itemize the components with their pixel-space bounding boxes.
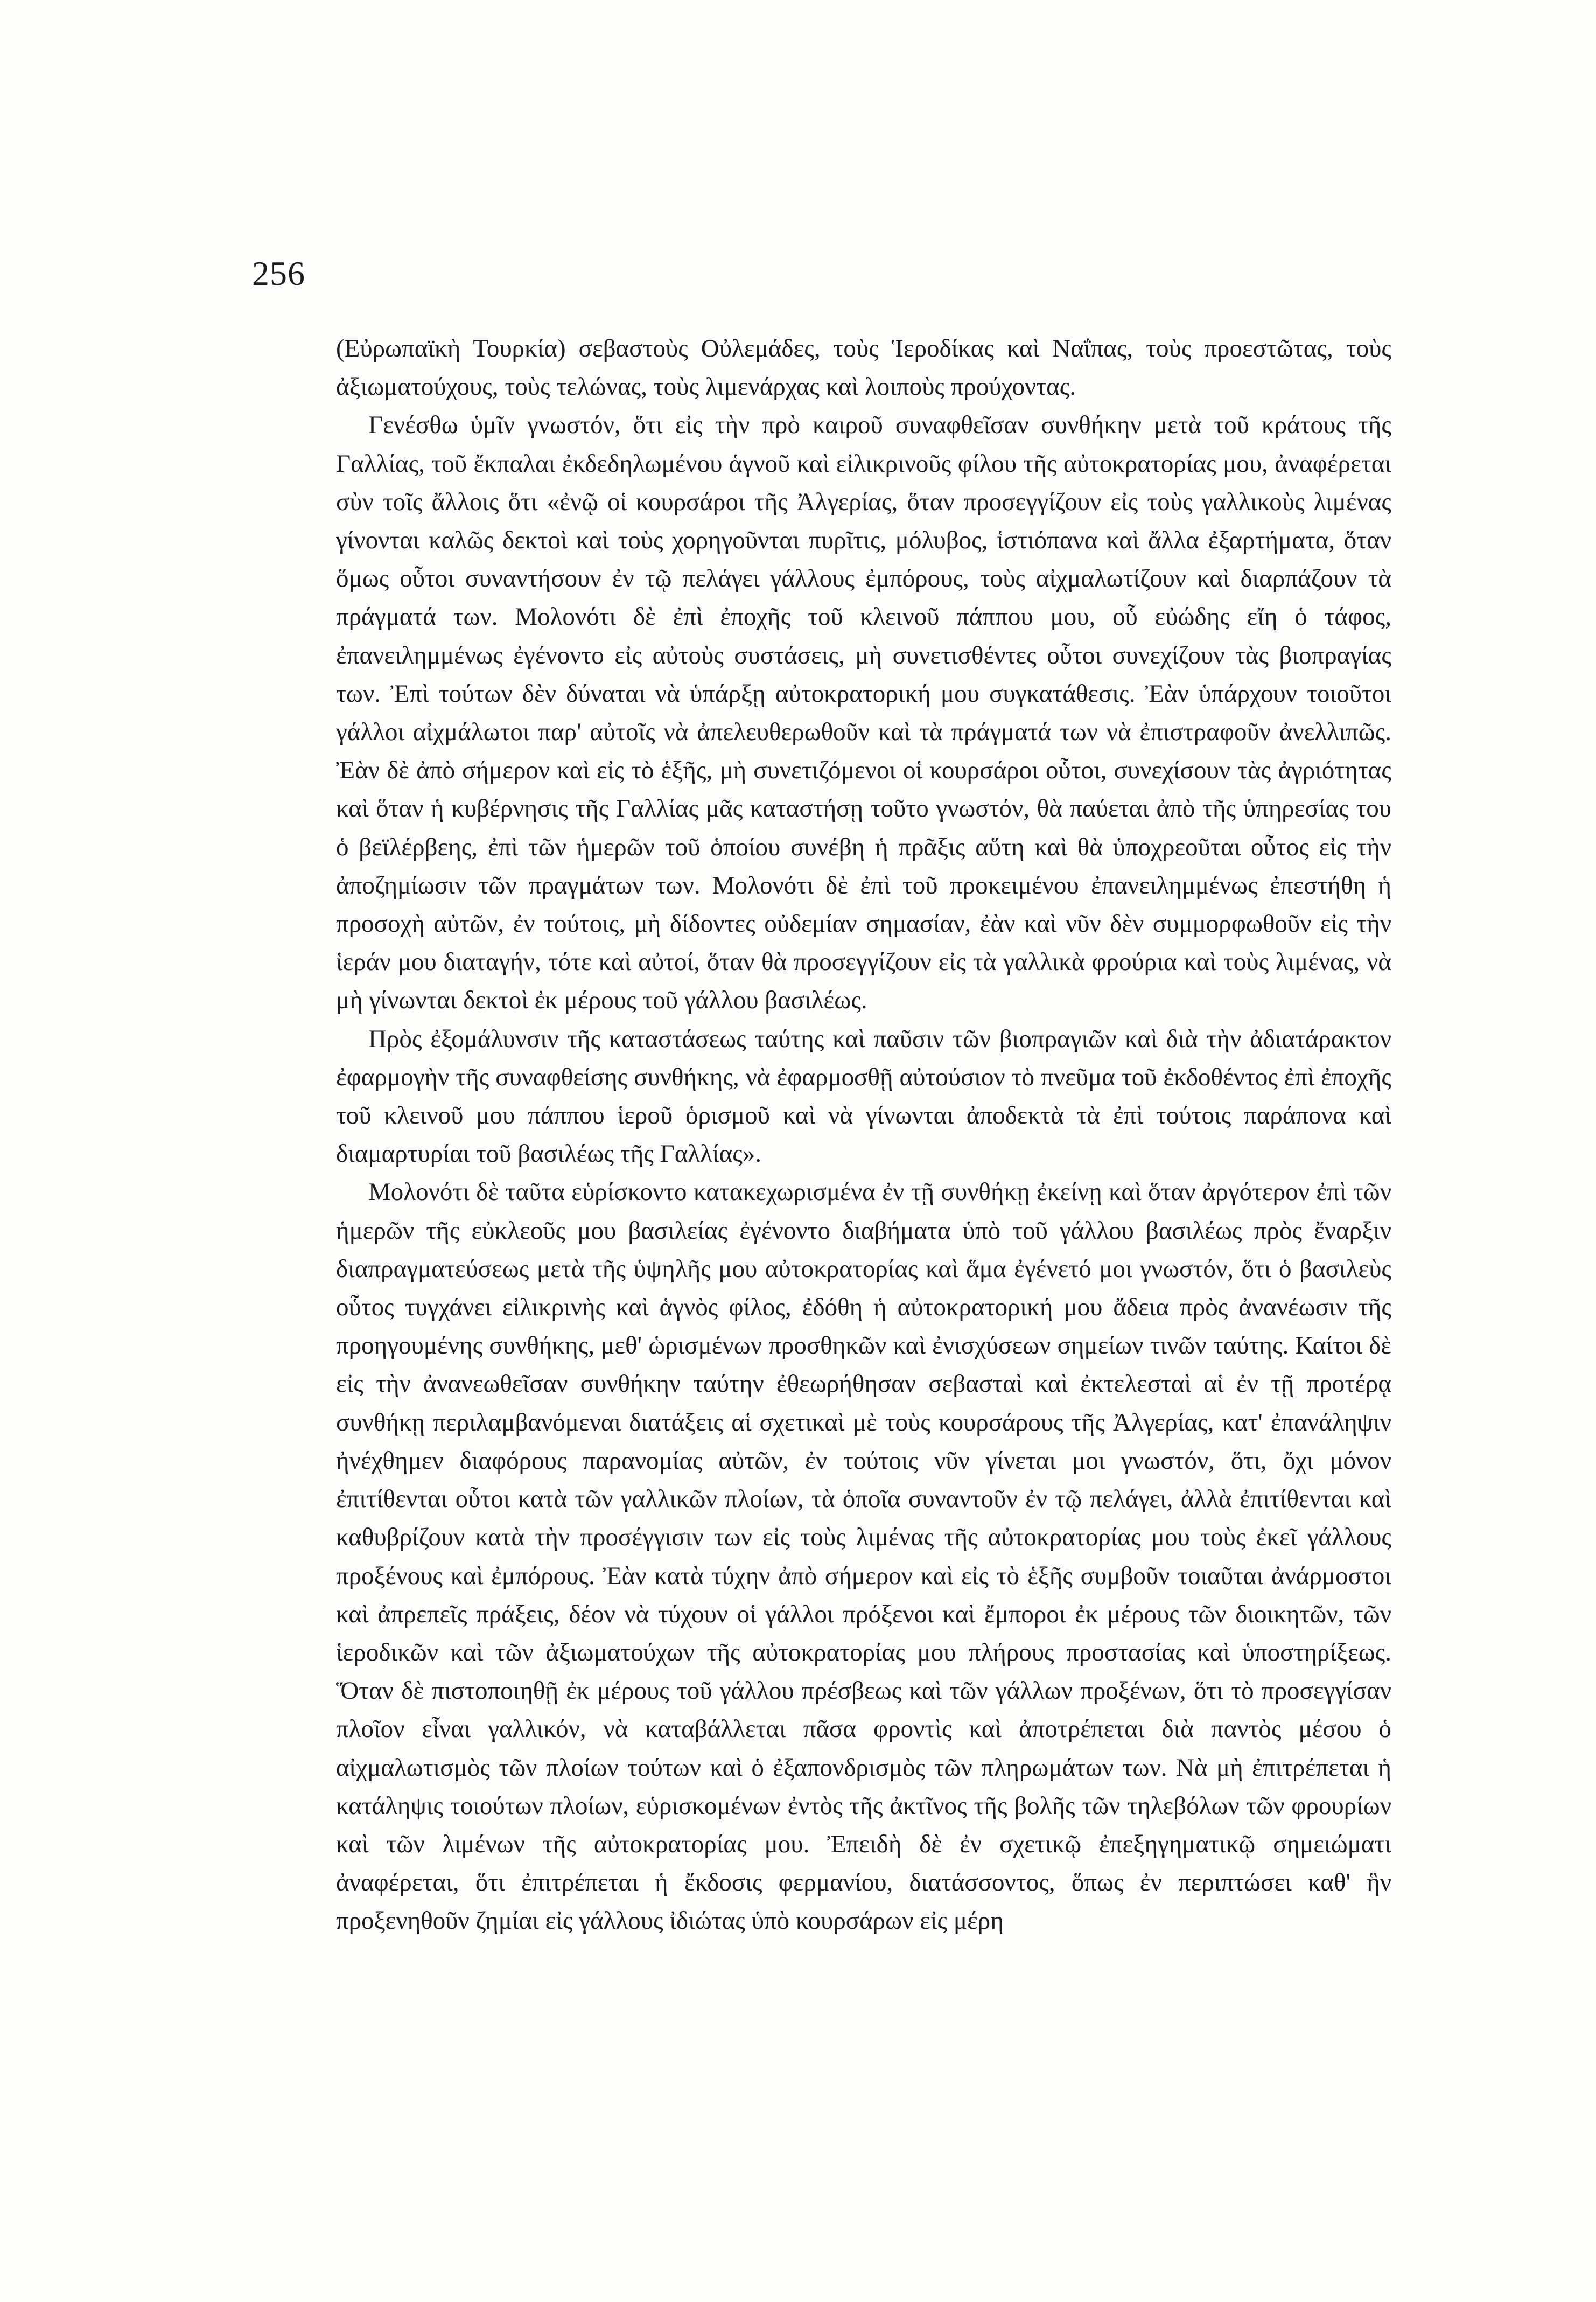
paragraph: Γενέσθω ὑμῖν γνωστόν, ὅτι εἰς τὴν πρὸ καιροῦ συναφθεῖσαν συνθήκην μετὰ τοῦ κράτους τῆς Γαλλίας, τοῦ ἔκπαλαι ἐκδεδηλωμένου ἁγνοῦ καὶ εἰλικρινοῦς φίλου τῆς αὐτοκρατορίας μου, ἀναφέρεται σὺν τοῖς ἄλλοις ὅτι «ἐνῷ οἱ κουρσάροι τῆς Ἀλγερίας, ὅταν προσεγγίζουν εἰς τοὺς γαλλικοὺς λιμένας γίνονται καλῶς δεκτοὶ καὶ τοὺς χορηγοῦνται πυρῖτις, μόλυβος, ἱστιόπανα καὶ ἄλλα ἐξαρτήματα, ὅταν ὅμως οὗτοι συναντήσουν ἐν τῷ πελάγει γάλλους ἐμπόρους, τοὺς αἰχμαλωτίζουν καὶ διαρπάζουν τὰ πράγματά των. Μολονότι δὲ ἐπὶ ἐποχῆς τοῦ κλεινοῦ πάππου μου, οὗ εὐώδης εἴη ὁ τάφος, ἐπανειλημμένως ἐγένοντο εἰς αὐτοὺς συστάσεις, μὴ συνετισθέντες οὗτοι συνεχίζουν τὰς βιοπραγίας των. Ἐπὶ τούτων δὲν δύναται νὰ ὑπάρξῃ αὐτοκρατορική μου συγκατάθεσις. Ἐὰν ὑπάρχουν τοιοῦτοι γάλλοι αἰχμάλωτοι παρ' αὐτοῖς νὰ ἀπελευθερωθοῦν καὶ τὰ πράγματά των νὰ ἐπιστραφοῦν ἀνελλιπῶς. Ἐὰν δὲ ἀπὸ σήμερον καὶ εἰς τὸ ἑξῆς, μὴ συνετιζόμενοι οἱ κουρσάροι οὗτοι, συνεχίσουν τὰς ἀγριότητας καὶ ὅταν ἡ κυβέρνησις τῆς Γαλλίας μᾶς καταστήσῃ τοῦτο γνωστόν, θὰ παύεται ἀπὸ τῆς ὑπηρεσίας του ὁ βεϊλέρβεης, ἐπὶ τῶν ἡμερῶν τοῦ ὁποίου συνέβη ἡ πρᾶξις αὕτη καὶ θὰ ὑποχρεοῦται οὗτος εἰς τὴν ἀποζημίωσιν τῶν πραγμάτων των. Μολονότι δὲ ἐπὶ τοῦ προκειμένου ἐπανειλημμένως ἐπεστήθη ἡ προσοχὴ αὐτῶν, ἐν τούτοις, μὴ δίδοντες οὐδεμίαν σημασίαν, ἐὰν καὶ νῦν δὲν συμμορφωθοῦν εἰς τὴν ἱεράν μου διαταγήν, τότε καὶ αὐτοί, ὅταν θὰ προσεγγίζουν εἰς τὰ γαλλικὰ φρούρια καὶ τοὺς λιμένας, νὰ μὴ γίνωνται δεκτοὶ ἐκ μέρους τοῦ γάλλου βασιλέως.: [336, 411, 1391, 1015]
paragraph: (Εὐρωπαϊκὴ Τουρκία) σεβαστοὺς Οὐλεμάδες, τοὺς Ἱεροδίκας καὶ Ναΐπας, τοὺς προεστῶτας, τοὺς ἀξιωματούχους, τοὺς τελώνας, τοὺς λιμενάρχας καὶ λοιποὺς προύχοντας.: [336, 334, 1391, 401]
page-number: 256: [252, 254, 305, 292]
paragraph: Πρὸς ἐξομάλυνσιν τῆς καταστάσεως ταύτης καὶ παῦσιν τῶν βιοπραγιῶν καὶ διὰ τὴν ἀδιατάρακτον ἐφαρμογὴν τῆς συναφθείσης συνθήκης, νὰ ἐφαρμοσθῇ αὐτούσιον τὸ πνεῦμα τοῦ ἐκδοθέντος ἐπὶ ἐποχῆς τοῦ κλεινοῦ μου πάππου ἱεροῦ ὁρισμοῦ καὶ νὰ γίνωνται ἀποδεκτὰ τὰ ἐπὶ τούτοις παράπονα καὶ διαμαρτυρίαι τοῦ βασιλέως τῆς Γαλλίας».: [336, 1024, 1391, 1168]
paragraph: Μολονότι δὲ ταῦτα εὑρίσκοντο κατακεχωρισμένα ἐν τῇ συνθήκῃ ἐκείνῃ καὶ ὅταν ἀργότερον ἐπὶ τῶν ἡμερῶν τῆς εὐκλεοῦς μου βασιλείας ἐγένοντο διαβήματα ὑπὸ τοῦ γάλλου βασιλέως πρὸς ἔναρξιν διαπραγματεύσεως μετὰ τῆς ὑψηλῆς μου αὐτοκρατορίας καὶ ἅμα ἐγένετό μοι γνωστόν, ὅτι ὁ βασιλεὺς οὗτος τυγχάνει εἰλικρινὴς καὶ ἁγνὸς φίλος, ἐδόθη ἡ αὐτοκρατορική μου ἄδεια πρὸς ἀνανέωσιν τῆς προηγουμένης συνθήκης, μεθ' ὡρισμένων προσθηκῶν καὶ ἐνισχύσεων σημείων τινῶν ταύτης. Καίτοι δὲ εἰς τὴν ἀνανεωθεῖσαν συνθήκην ταύτην ἐθεωρήθησαν σεβασταὶ καὶ ἐκτελεσταὶ αἱ ἐν τῇ προτέρᾳ συνθήκῃ περιλαμβανόμεναι διατάξεις αἱ σχετικαὶ μὲ τοὺς κουρσάρους τῆς Ἀλγερίας, κατ' ἐπανάληψιν ἠνέχθημεν διαφόρους παρανομίας αὐτῶν, ἐν τούτοις νῦν γίνεται μοι γνωστόν, ὅτι, ὄχι μόνον ἐπιτίθενται οὗτοι κατὰ τῶν γαλλικῶν πλοίων, τὰ ὁποῖα συναντοῦν ἐν τῷ πελάγει, ἀλλὰ ἐπιτίθενται καὶ καθυβρίζουν κατὰ τὴν προσέγγισιν των εἰς τοὺς λιμένας τῆς αὐτοκρατορίας μου τοὺς ἐκεῖ γάλλους προξένους καὶ ἐμπόρους. Ἐὰν κατὰ τύχην ἀπὸ σήμερον καὶ εἰς τὸ ἑξῆς συμβοῦν τοιαῦται ἀνάρμοστοι καὶ ἀπρεπεῖς πράξεις, δέον νὰ τύχουν οἱ γάλλοι πρόξενοι καὶ ἔμποροι ἐκ μέρους τῶν διοικητῶν, τῶν ἱεροδικῶν καὶ τῶν ἀξιωματούχων τῆς αὐτοκρατορίας μου πλήρους προστασίας καὶ ὑποστηρίξεως. Ὅταν δὲ πιστοποιηθῇ ἐκ μέρους τοῦ γάλλου πρέσβεως καὶ τῶν γάλλων προξένων, ὅτι τὸ προσεγγίσαν πλοῖον εἶναι γαλλικόν, νὰ καταβάλλεται πᾶσα φροντὶς καὶ ἀποτρέπεται διὰ παντὸς μέσου ὁ αἰχμαλωτισμὸς τῶν πλοίων τούτων καὶ ὁ ἐξαπονδρισμὸς τῶν πληρωμάτων των. Νὰ μὴ ἐπιτρέπεται ἡ κατάληψις τοιούτων πλοίων, εὑρισκομένων ἐντὸς τῆς ἀκτῖνος τῆς βολῆς τῶν τηλεβόλων τῶν φρουρίων καὶ τῶν λιμένων τῆς αὐτοκρατορίας μου. Ἐπειδὴ δὲ ἐν σχετικῷ ἐπεξηγηματικῷ σημειώματι ἀναφέρεται, ὅτι ἐπιτρέπεται ἡ ἔκδοσις φερμανίου, διατάσσοντος, ὅπως ἐν περιπτώσει καθ' ἣν προξενηθοῦν ζημίαι εἰς γάλλους ἰδιώτας ὑπὸ κουρσάρων εἰς μέρη: [336, 1178, 1391, 1935]
body-text: [336, 330, 1391, 1941]
